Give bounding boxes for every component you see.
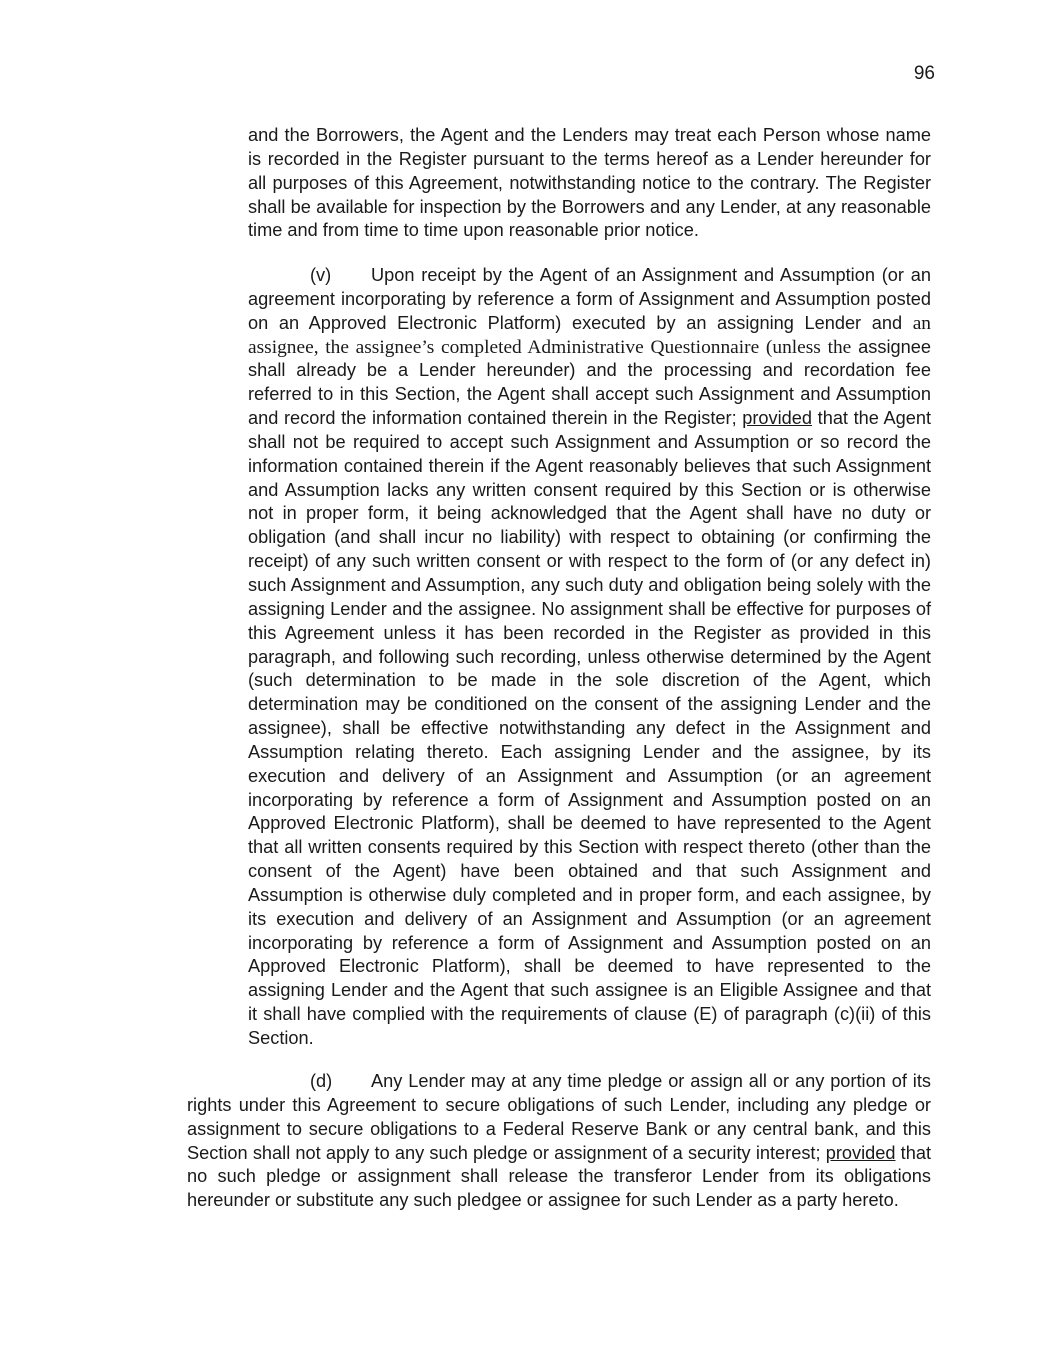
paragraph-v-text-serif: an assignee, the assignee’s completed Administrative Questionnaire (unless the [248,312,931,358]
paragraph-v-marker: (v) [310,265,332,285]
paragraph-continued [248,124,931,243]
paragraph-d-text-a: Any Lender may at any time pledge or assign all or any portion of its rights under this Agreement to secure obligations of such Lender, including any pledge or assignment to secure obligations to a Federal Reserve Bank or any central bank, and this Section shall not apply to any such pledge or assignment of a security interest; [187,1071,931,1163]
page-number: 96 [913,63,935,84]
paragraph-v-text-a: Upon receipt by the Agent of an Assignment and Assumption (or an agreement incorporating by reference a form of Assignment and Assumption posted on an Approved Electronic Platform) executed by an assigning Lender and [248,265,931,333]
paragraph-v-provided: provided [742,408,813,429]
paragraph-d-provided: provided [825,1142,896,1163]
paragraph-continued-text: and the Borrowers, the Agent and the Lenders may treat each Person whose name is recorded in the Register pursuant to the terms hereof as a Lender hereunder for all purposes of this Agreement, notwithstanding notice to the contrary. The Register shall be available for inspection by the Borrowers and any Lender, at any reasonable time and from time to time upon reasonable prior notice. [248,125,931,241]
paragraph-v-text-b: assignee shall already be a Lender hereunder) and the processing and recordation fee referred to in this Section, the Agent shall accept such Assignment and Assumption and record the information contained therein in the Register; [248,336,931,429]
paragraph-d-text-b: that no such pledge or assignment shall release the transferor Lender from its obligations hereunder or substitute any such pledgee or assignee for such Lender as a party hereto. [187,1142,932,1211]
paragraph-v-text-c: that the Agent shall not be required to accept such Assignment and Assumption or so record the information contained therein if the Agent reasonably believes that such Assignment and Assumption lacks any written consent required by this Section or is otherwise not in proper form, it being acknowledged that the Agent shall have no duty or obligation (and shall incur no liability) with respect to obtaining (or confirming the receipt) of any such written consent or with respect to the form of (or any defect in) such Assignment and Assumption, any such duty and obligation being solely with the assigning Lender and the assignee. No assignment shall be effective for purposes of this Agreement unless it has been recorded in the Register as provided in this paragraph, and following such recording, unless otherwise determined by the Agent (such determination to be made in the sole discretion of the Agent, which determination may be conditioned on the consent of the assigning Lender and the assignee), shall be effective notwithstanding any defect in the Assignment and Assumption relating thereto. Each assigning Lender and the assignee, by its execution and delivery of an Assignment and Assumption (or an agreement incorporating by reference a form of Assignment and Assumption posted on an Approved Electronic Platform), shall be deemed to have represented to the Agent that all written consents required by this Section with respect thereto (other than the consent of the Agent) have been obtained and that such Assignment and Assumption is otherwise duly completed and in proper form, and each assignee, by its execution and delivery of an Assignment and Assumption (or an agreement incorporating by reference a form of Assignment and Assumption posted on an Approved Electronic Platform), shall be deemed to have represented to the assigning Lender and the Agent that such assignee is an Eligible Assignee and that it shall have complied with the requirements of clause (E) of paragraph (c)(ii) of this Section. [248,408,931,1048]
paragraph-v [248,264,931,1051]
paragraph-d-marker: (d) [310,1071,333,1091]
paragraph-d [187,1070,931,1213]
